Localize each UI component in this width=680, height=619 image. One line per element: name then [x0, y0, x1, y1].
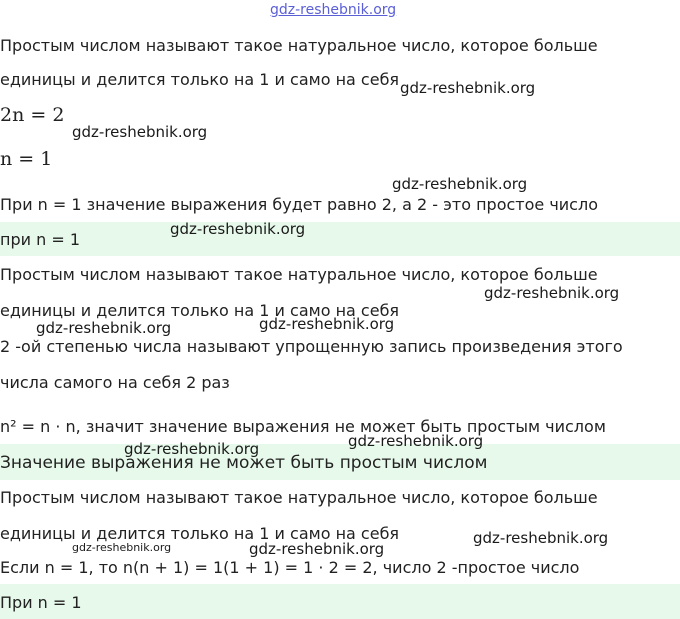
- definition-line-1: Простым числом называют такое натуральное число, которое больше: [0, 488, 598, 507]
- answer-2: Значение выражения не может быть простым числом: [0, 453, 488, 473]
- conclusion-line: При n = 1 значение выражения будет равно 2, а 2 - это простое число: [0, 195, 598, 214]
- watermark-text: gdz-reshebnik.org: [484, 284, 620, 302]
- answer-band-3: [0, 584, 680, 619]
- watermark-text: gdz-reshebnik.org: [249, 540, 385, 558]
- watermark-text: gdz-reshebnik.org: [72, 123, 208, 141]
- answer-3: При n = 1: [0, 593, 82, 612]
- watermark-text: gdz-reshebnik.org: [36, 319, 172, 337]
- answer-band-1: [0, 222, 680, 256]
- square-formula-line: n² = n · n, значит значение выражения не может быть простым числом: [0, 417, 606, 436]
- watermark-text: gdz-reshebnik.org: [124, 440, 260, 458]
- definition-line-2: единицы и делится только на 1 и само на себя: [0, 70, 400, 89]
- answer-1: при n = 1: [0, 230, 80, 249]
- equation-2n: 2n = 2: [0, 104, 65, 126]
- equation-n: n = 1: [0, 148, 53, 170]
- watermark-text: gdz-reshebnik.org: [473, 529, 609, 547]
- watermark-text: gdz-reshebnik.org: [400, 79, 536, 97]
- definition-line-1: Простым числом называют такое натуральное число, которое больше: [0, 36, 598, 55]
- definition-line-1: Простым числом называют такое натуральное число, которое больше: [0, 265, 598, 284]
- watermark-top-link[interactable]: gdz-reshebnik.org: [270, 2, 397, 18]
- calculation-line: Если n = 1, то n(n + 1) = 1(1 + 1) = 1 · 2 = 2, число 2 -простое число: [0, 558, 580, 577]
- power-definition-line-1: 2 -ой степенью числа называют упрощенную запись произведения этого: [0, 337, 623, 356]
- watermark-text: gdz-reshebnik.org: [72, 541, 172, 554]
- definition-line-2: единицы и делится только на 1 и само на себя: [0, 301, 400, 320]
- watermark-text: gdz-reshebnik.org: [259, 315, 395, 333]
- watermark-text: gdz-reshebnik.org: [348, 432, 484, 450]
- watermark-text: gdz-reshebnik.org: [170, 220, 306, 238]
- watermark-text: gdz-reshebnik.org: [392, 175, 528, 193]
- power-definition-line-2: числа самого на себя 2 раз: [0, 373, 230, 392]
- definition-line-2: единицы и делится только на 1 и само на себя: [0, 524, 400, 543]
